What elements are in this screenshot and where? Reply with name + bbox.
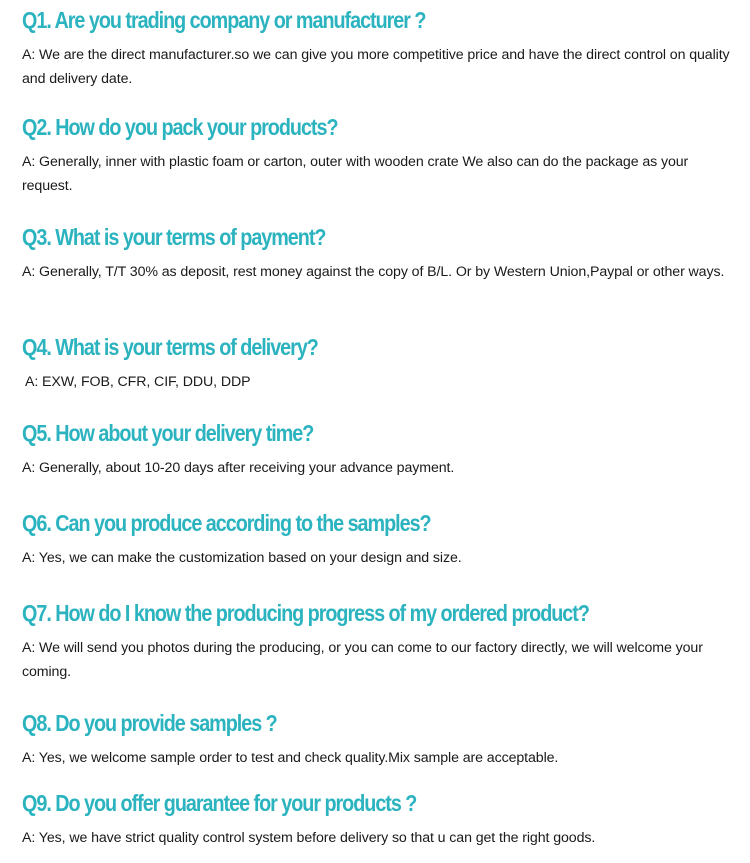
faq-question: Q6. Can you produce according to the samples? <box>22 510 431 536</box>
faq-answer: A: Yes, we can make the customization based on your design and size. <box>22 550 462 566</box>
faq-answer: A: Generally, inner with plastic foam or carton, outer with wooden crate We also can do the package as your request. <box>22 154 689 194</box>
faq-question: Q1. Are you trading company or manufacturer ? <box>22 7 426 33</box>
faq-item-3 <box>22 223 737 284</box>
faq-question: Q7. How do I know the producing progress of my ordered product? <box>22 600 589 626</box>
faq-question: Q2. How do you pack your products? <box>22 114 338 140</box>
faq-question: Q9. Do you offer guarantee for your products ? <box>22 790 417 816</box>
faq-question: Q8. Do you provide samples ? <box>22 710 277 736</box>
faq-item-5 <box>22 419 737 480</box>
faq-answer: A: Yes, we have strict quality control system before delivery so that u can get the right goods. <box>22 830 596 846</box>
faq-answer: A: Yes, we welcome sample order to test and check quality.Mix sample are acceptable. <box>22 750 559 766</box>
faq-answer: A: Generally, T/T 30% as deposit, rest money against the copy of B/L. Or by Western Union,Paypal or other ways. <box>22 264 725 280</box>
faq-answer: A: EXW, FOB, CFR, CIF, DDU, DDP <box>25 374 251 390</box>
faq-item-2 <box>22 113 737 198</box>
faq-item-1 <box>22 6 737 91</box>
faq-answer: A: We are the direct manufacturer.so we can give you more competitive price and have the direct control on quality and delivery date. <box>22 47 730 87</box>
faq-answer: A: Generally, about 10-20 days after receiving your advance payment. <box>22 460 455 476</box>
faq-item-6 <box>22 509 737 570</box>
faq-question: Q5. How about your delivery time? <box>22 420 314 446</box>
faq-item-8 <box>22 709 737 770</box>
faq-item-7 <box>22 599 737 684</box>
faq-answer: A: We will send you photos during the producing, or you can come to our factory directly, we will welcome your coming. <box>22 640 703 680</box>
faq-question: Q4. What is your terms of delivery? <box>22 334 318 360</box>
faq-item-9 <box>22 789 737 850</box>
faq-question: Q3. What is your terms of payment? <box>22 224 326 250</box>
faq-item-4 <box>22 333 737 394</box>
